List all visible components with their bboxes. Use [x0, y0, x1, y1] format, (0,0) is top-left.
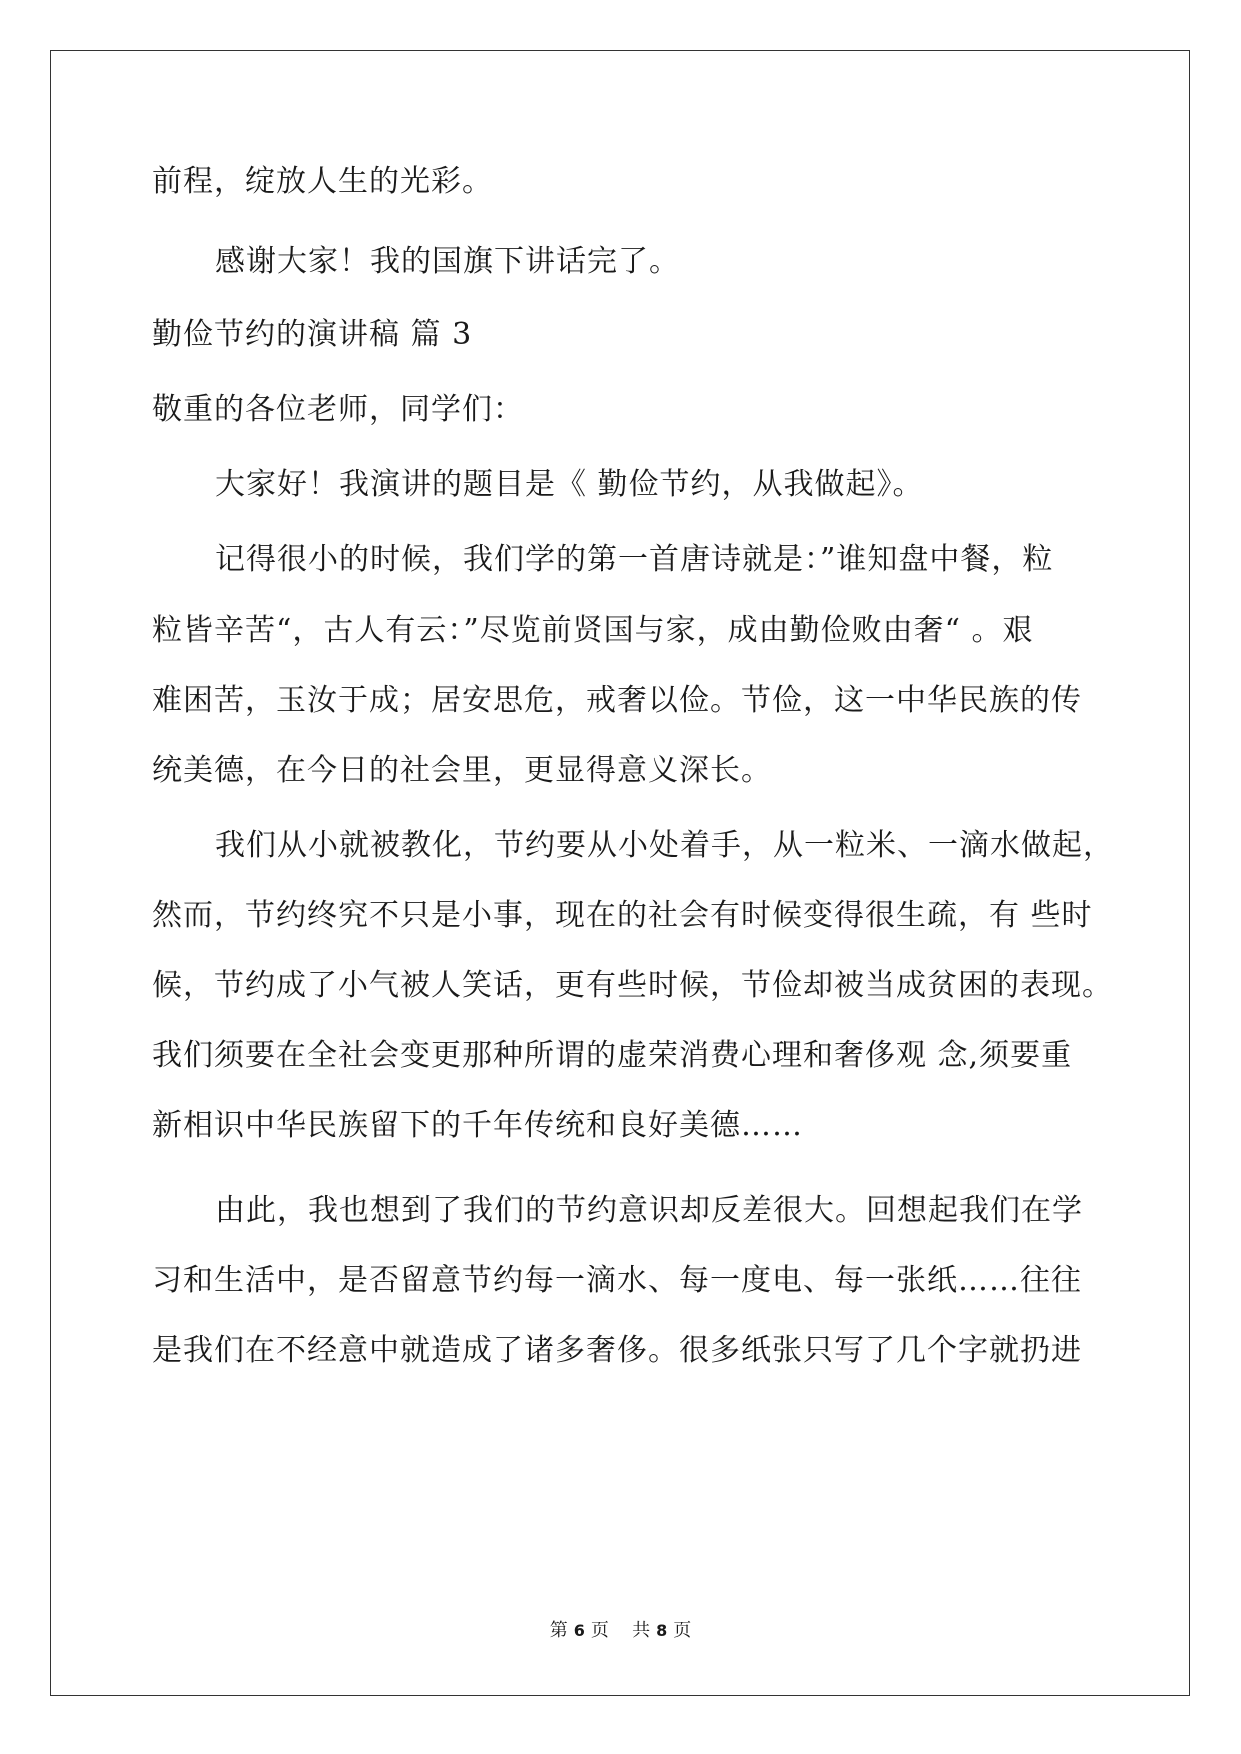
text-line: 大家好！我演讲的题目是《 勤俭节约，从我做起》。: [215, 467, 924, 502]
text-line: 由此，我也想到了我们的节约意识却反差很大。回想起我们在学: [215, 1193, 1083, 1228]
text-line: 难困苦，玉汝于成；居安思危，戒奢以俭。节俭，这一中华民族的传: [152, 683, 1082, 718]
total-page-number: 8: [656, 1621, 668, 1640]
text-line: 候，节约成了小气被人笑话，更有些时候，节俭却被当成贫困的表现。: [152, 968, 1113, 1003]
text-line: 感谢大家！我的国旗下讲话完了。: [215, 244, 680, 279]
page-prefix: 第: [549, 1620, 568, 1641]
text-line: 粒皆辛苦“，古人有云：”尽览前贤国与家，成由勤俭败由奢“ 。艰: [152, 613, 1034, 648]
section-heading: 勤俭节约的演讲稿 篇 3: [152, 317, 473, 352]
text-line: 敬重的各位老师，同学们：: [152, 392, 524, 427]
text-line: 新相识中华民族留下的千年传统和良好美德……: [152, 1108, 803, 1143]
text-line: 我们从小就被教化，节约要从小处着手，从一粒米、一滴水做起，: [215, 828, 1114, 863]
page-border: [50, 50, 1190, 1696]
current-page-number: 6: [573, 1621, 585, 1640]
text-line: 我们须要在全社会变更那种所谓的虚荣消费心理和奢侈观 念,须要重: [152, 1038, 1073, 1073]
text-line: 统美德，在今日的社会里，更显得意义深长。: [152, 753, 772, 788]
total-suffix: 页: [673, 1620, 692, 1641]
page-suffix: 页: [590, 1620, 609, 1641]
text-line: 记得很小的时候，我们学的第一首唐诗就是：”谁知盘中餐，粒: [215, 542, 1054, 577]
text-line: 前程，绽放人生的光彩。: [152, 164, 493, 199]
text-line: 然而，节约终究不只是小事，现在的社会有时候变得很生疏，有 些时: [152, 898, 1093, 933]
page-footer: [0, 1619, 1241, 1643]
text-line: 习和生活中，是否留意节约每一滴水、每一度电、每一张纸……往往: [152, 1263, 1082, 1298]
text-line: 是我们在不经意中就造成了诸多奢侈。很多纸张只写了几个字就扔进: [152, 1333, 1082, 1368]
total-prefix: 共: [632, 1620, 651, 1641]
